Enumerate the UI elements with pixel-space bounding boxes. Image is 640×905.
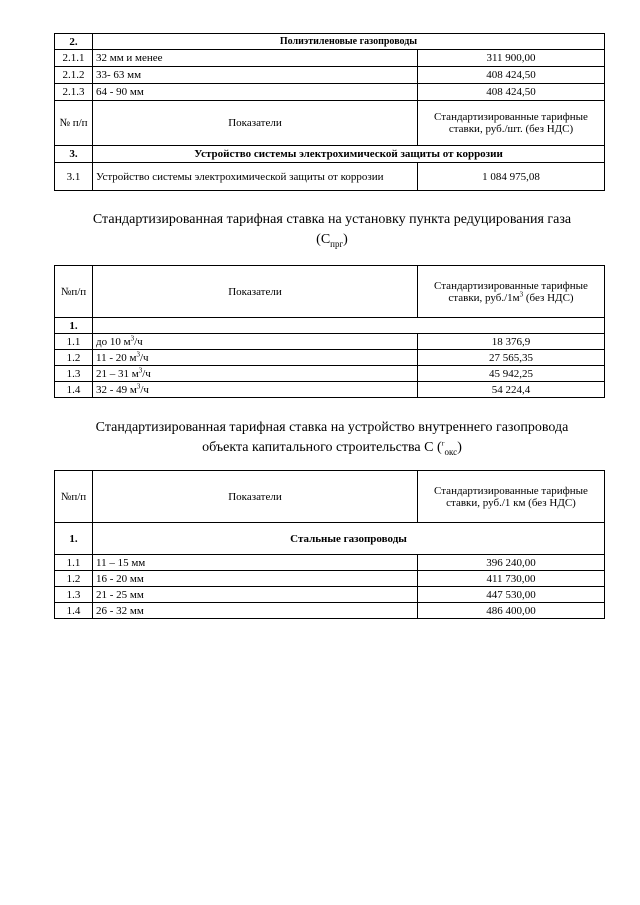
symbol: С (320, 232, 331, 247)
row-value: 54 224,4 (418, 382, 605, 398)
row-label: 21 – 31 $м^3/ч$ (93, 366, 418, 382)
table-row (55, 366, 605, 382)
header-label: Показатели (93, 266, 418, 318)
row-value: 486 400,00 (418, 603, 605, 619)
table-row (55, 571, 605, 587)
row-label: 16 - 20 мм (93, 571, 418, 587)
row-label: 64 - 90 мм (93, 84, 418, 101)
row-number: 2.1.1 (55, 50, 93, 67)
table-row (55, 555, 605, 571)
section-row (55, 318, 605, 334)
row-label: до 10 $м^3/ч$ (93, 334, 418, 350)
table-row (55, 84, 605, 101)
heading-oks (54, 418, 610, 458)
header-value: Стандартизированные тарифные ставки, руб./шт. (без НДС) (418, 101, 605, 146)
header-row (55, 266, 605, 318)
section-row (55, 523, 605, 555)
row-value: 27 565,35 (418, 350, 605, 366)
row-number: 3. (55, 146, 93, 163)
section-row (55, 146, 605, 163)
section-title (93, 318, 605, 334)
row-number: 1.2 (55, 350, 93, 366)
header-number: №п/п (55, 471, 93, 523)
row-label: 26 - 32 мм (93, 603, 418, 619)
header-row (55, 101, 605, 146)
header-number: № п/п (55, 101, 93, 146)
row-label: 21 - 25 мм (93, 587, 418, 603)
row-number: 2. (55, 34, 93, 50)
row-value: 408 424,50 (418, 84, 605, 101)
row-number: 1. (55, 318, 93, 334)
row-label: 32 - 49 $м^3/ч$ (93, 382, 418, 398)
section-title: Стальные газопроводы (93, 523, 605, 555)
header-number: №п/п (55, 266, 93, 318)
row-value: 408 424,50 (418, 67, 605, 84)
heading-line: Стандартизированная тарифная ставка на установку пункта редуцирования газа (92, 212, 572, 227)
heading-prg (54, 210, 610, 250)
row-value: 311 900,00 (418, 50, 605, 67)
row-value: 18 376,9 (418, 334, 605, 350)
row-number: 3.1 (55, 163, 93, 191)
header-value: Стандартизированные тарифные ставки, руб./1 км (без НДС) (418, 471, 605, 523)
row-number: 1.2 (55, 571, 93, 587)
table-row (55, 382, 605, 398)
row-number: 1.1 (55, 334, 93, 350)
table-row (55, 67, 605, 84)
section-title: Устройство системы электрохимической защиты от коррозии (93, 146, 605, 163)
header-row (55, 471, 605, 523)
row-value: 45 942,25 (418, 366, 605, 382)
row-value: 447 530,00 (418, 587, 605, 603)
row-label: 11 - 20 $м^3/ч$ (93, 350, 418, 366)
heading-line: Стандартизированная тарифная ставка на устройство внутреннего газопровода (95, 420, 569, 435)
heading-symbol-line: $(С_{прг})$ (316, 232, 348, 249)
symbol-subscript: прг (330, 238, 344, 249)
table-row (55, 603, 605, 619)
section-row (55, 34, 605, 50)
row-value: 411 730,00 (418, 571, 605, 587)
row-number: 1.1 (55, 555, 93, 571)
row-label: Устройство системы электрохимической защиты от коррозии (93, 163, 418, 191)
row-number: 1.4 (55, 382, 93, 398)
table-polyethylene (54, 33, 605, 191)
row-number: 1.3 (55, 587, 93, 603)
row-label: 11 – 15 мм (93, 555, 418, 571)
row-value: 396 240,00 (418, 555, 605, 571)
header-label: Показатели (93, 101, 418, 146)
heading-line: объекта капитального строительства С ($^г_{окс}$) (202, 439, 462, 457)
table-row (55, 334, 605, 350)
table-row (55, 587, 605, 603)
row-value: 1 084 975,08 (418, 163, 605, 191)
row-number: 1.3 (55, 366, 93, 382)
row-number: 2.1.2 (55, 67, 93, 84)
row-number: 1.4 (55, 603, 93, 619)
table-row (55, 163, 605, 191)
table-gas-reduction (54, 265, 605, 398)
row-label: 32 мм и менее (93, 50, 418, 67)
table-row (55, 350, 605, 366)
section-title: Полиэтиленовые газопроводы (93, 34, 605, 50)
row-number: 2.1.3 (55, 84, 93, 101)
header-label: Показатели (93, 471, 418, 523)
table-internal-pipeline (54, 470, 605, 619)
row-number: 1. (55, 523, 93, 555)
table-row (55, 50, 605, 67)
row-label: 33- 63 мм (93, 67, 418, 84)
header-value: Стандартизированные тарифные ставки, $руб./1м^3$ (без НДС) (418, 266, 605, 318)
